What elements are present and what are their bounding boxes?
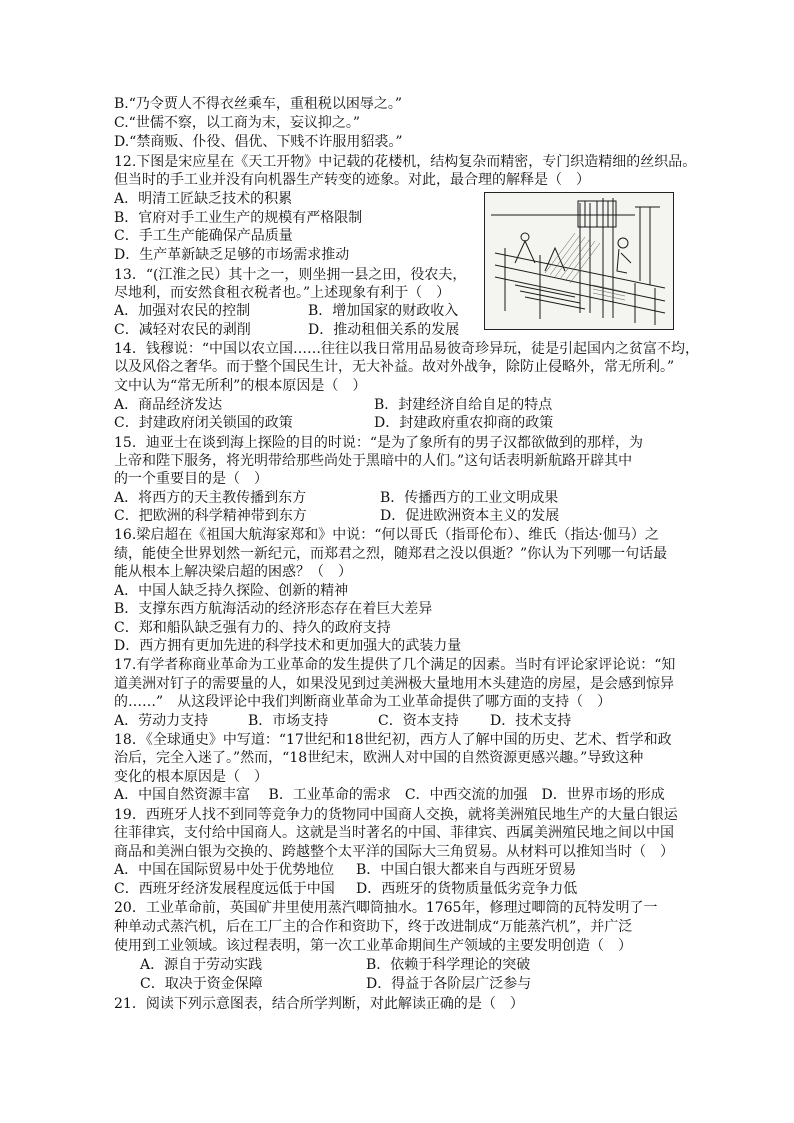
q19-option-a: A．中国在国际贸易中处于优势地位 <box>114 862 335 878</box>
q18-options: A．中国自然资源丰富 B．工业革命的需求 C．中西交流的加强 D．世界市场的形成 <box>114 787 665 803</box>
q12-option-d: D．生产革新缺乏足够的市场需求推动 <box>114 247 350 263</box>
q12-stem-cont: 但当时的手工业并没有向机器生产转变的迹象。对此，最合理的解释是（ ） <box>114 172 590 188</box>
q15-option-a: A．将西方的天主教传播到东方 <box>114 490 307 506</box>
q15-option-c: C．把欧洲的科学精神带到东方 <box>114 508 307 524</box>
q16-stem-end: 能从根本上解决梁启超的困惑？（ ） <box>114 564 352 580</box>
q13-option-a: A．加强对农民的控制 <box>114 303 251 319</box>
q13-option-b: B．增加国家的财政收入 <box>308 303 459 319</box>
q15-option-d: D．促进欧洲资本主义的发展 <box>380 508 560 524</box>
q18-stem-end: 变化的根本原因是（ ） <box>114 769 268 785</box>
q15-stem: 15．迪亚士在谈到海上探险的目的时说：“是为了象所有的男子汉都欲做到的那样，为 <box>114 435 643 451</box>
q15-stem-cont: 上帝和陛下服务，将光明带给那些尚处于黑暗中的人们。”这句话表明新航路开辟其中 <box>114 453 633 469</box>
q12-stem: 12.下图是宋应星在《天工开物》中记载的花楼机，结构复杂而精密，专门织造精细的丝织品。 <box>114 154 697 170</box>
q19-stem-cont: 往菲律宾，支付给中国商人。这就是当时著名的中国、菲律宾、西属美洲殖民地之间以中国 <box>114 825 674 841</box>
q13-option-d: D．推动租佃关系的发展 <box>308 322 460 338</box>
q14-option-d: D．封建政府重农抑商的政策 <box>374 415 554 431</box>
q17-option-b: B．市场支持 <box>248 713 329 729</box>
q16-option-d: D．西方拥有更加先进的科学技术和更加强大的武装力量 <box>114 638 462 654</box>
q13-stem: 13．“(江淮之民）其十之一，则坐拥一县之田，役农夫， <box>114 267 467 283</box>
q15-stem-end: 的一个重要目的是（ ） <box>114 471 268 487</box>
q11-option-b: B.“乃令贾人不得衣丝乘车，重租税以困辱之。” <box>114 96 403 112</box>
q17-stem-end: 的……” 从这段评论中我们判断商业革命为工业革命提供了哪方面的支持（ ） <box>114 694 612 710</box>
q15-option-b: B．传播西方的工业文明成果 <box>380 490 559 506</box>
q11-option-d: D.“禁商贩、仆役、倡优、下贱不许服用貂裘。” <box>114 134 403 150</box>
q17-option-c: C．资本支持 <box>378 713 459 729</box>
q13-stem-cont: 尽地利，而安然食租衣税者也。”上述现象有利于（ ） <box>114 285 451 301</box>
q14-stem-cont: 以及风俗之奢华。而于整个国民生计，无大补益。故对外战争，除防止侵略外，常无所利。” <box>114 359 675 375</box>
q14-option-b: B．封建经济自给自足的特点 <box>374 397 553 413</box>
q18-stem: 18．《全球通史》中写道：“17世纪和18世纪初，西方人了解中国的历史、艺术、哲学和政 <box>114 732 672 748</box>
q13-option-c: C．减轻对农民的剥削 <box>114 322 251 338</box>
q20-stem-end: 使用到工业领域。该过程表明，第一次工业革命期间生产领域的主要发明创造（ ） <box>114 938 632 954</box>
drawloom-illustration <box>484 192 674 330</box>
q17-option-a: A．劳动力支持 <box>114 713 209 729</box>
q16-stem-cont: 绩，能使全世界划然一新纪元，而郑君之烈，随郑君之没以俱逝？”你认为下列哪一句话最 <box>114 546 668 562</box>
q12-option-a: A．明清工匠缺乏技术的积累 <box>114 191 293 207</box>
q20-stem-cont: 种单动式蒸汽机，后在工厂主的合作和资助下，终于改进制成“万能蒸汽机”，并广泛 <box>114 919 633 935</box>
q16-option-b: B．支撑东西方航海活动的经济形态存在着巨大差异 <box>114 601 433 617</box>
q14-stem: 14．钱穆说：“中国以农立国……往往以我日常用品易彼奇珍异玩，徒是引起国内之贫富不均， <box>114 341 699 357</box>
q12-option-c: C．手工生产能确保产品质量 <box>114 228 293 244</box>
q19-option-b: B．中国白银大都来自与西班牙贸易 <box>356 862 577 878</box>
q18-stem-cont: 治后，完全入迷了。”然而，“18世纪末，欧洲人对中国的自然资源更感兴趣。”导致这种 <box>114 750 644 766</box>
q20-option-b: B．依赖于科学理论的突破 <box>366 957 531 973</box>
q19-option-d: D．西班牙的货物质量低劣竞争力低 <box>356 881 578 897</box>
q11-option-c: C.“世儒不察，以工商为末，妄议抑之。” <box>114 115 360 131</box>
q20-option-d: D．得益于各阶层广泛参与 <box>366 976 532 992</box>
q19-stem-end: 商品和美洲白银为交换的、跨越整个太平洋的国际大三角贸易。从材料可以推知当时（ ） <box>114 844 674 860</box>
q14-option-a: A．商品经济发达 <box>114 397 223 413</box>
q20-stem: 20．工业革命前，英国矿井里使用蒸汽唧筒抽水。1765年，修理过唧筒的瓦特发明了一 <box>114 900 658 916</box>
q14-stem-end: 文中认为“常无所利”的根本原因是（ ） <box>114 378 367 394</box>
q12-option-b: B．官府对手工业生产的规模有严格限制 <box>114 210 363 226</box>
q19-stem: 19．西班牙人找不到同等竞争力的货物同中国商人交换，就将美洲殖民地生产的大量白银运 <box>114 807 678 823</box>
q17-stem-cont: 道美洲对钉子的需要量的人，如果没见到过美洲极大量地用木头建造的房屋，是会感到惊异 <box>114 676 674 692</box>
q14-option-c: C．封建政府闭关锁国的政策 <box>114 415 293 431</box>
q16-option-c: C．郑和船队缺乏强有力的、持久的政府支持 <box>114 620 391 636</box>
q20-option-c: C．取决于资金保障 <box>140 976 263 992</box>
q19-option-c: C．西班牙经济发展程度远低于中国 <box>114 881 335 897</box>
q16-stem: 16.梁启超在《祖国大航海家郑和》中说：“何以哥氏（指哥伦布）、维氏（指达·伽马）之 <box>114 527 659 543</box>
q17-option-d: D．技术支持 <box>490 713 572 729</box>
q16-option-a: A．中国人缺乏持久探险、创新的精神 <box>114 583 349 599</box>
q20-option-a: A．源自于劳动实践 <box>140 957 263 973</box>
q21-stem: 21．阅读下列示意图表，结合所学判断，对此解读正确的是（ ） <box>114 996 524 1012</box>
q17-stem: 17.有学者称商业革命为工业革命的发生提供了几个满足的因素。当时有评论家评论说：“知 <box>114 657 676 673</box>
